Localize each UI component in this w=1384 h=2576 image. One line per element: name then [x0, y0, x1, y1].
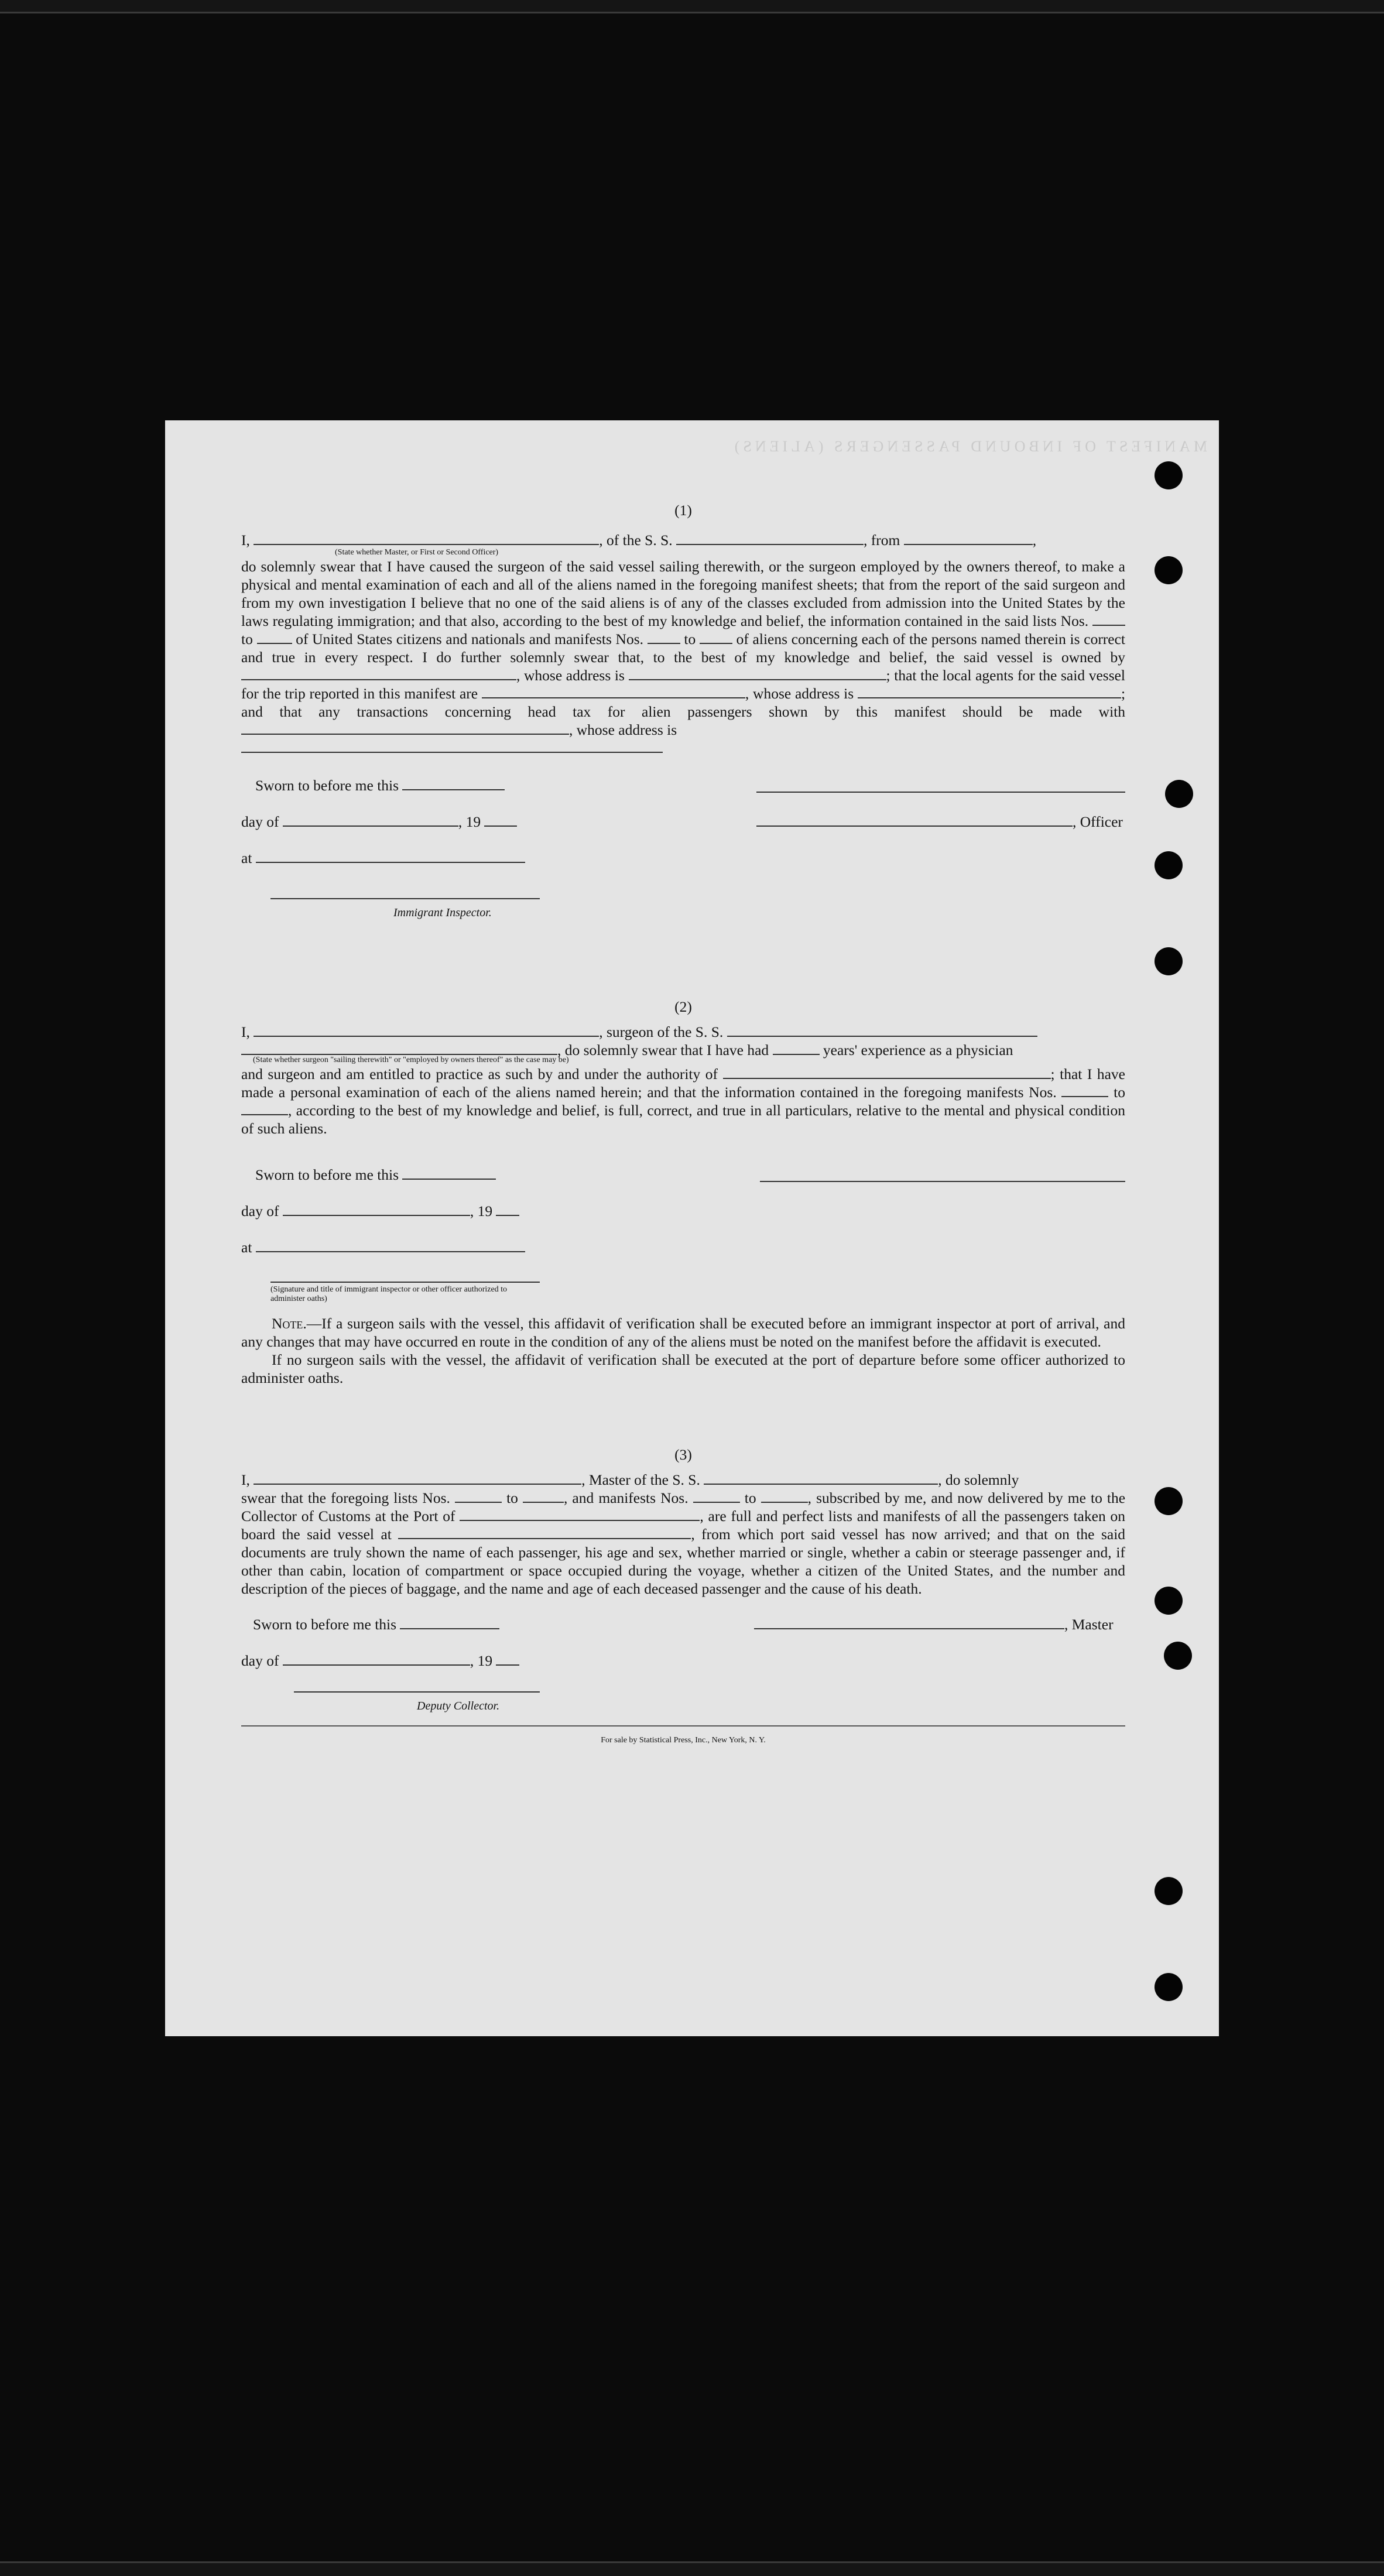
section-3-signatures	[241, 1615, 1125, 1721]
authority-blank	[723, 1066, 1051, 1079]
punch-hole	[1155, 556, 1183, 584]
surgeon-ship-blank	[727, 1024, 1037, 1037]
film-bottom-strip	[0, 2561, 1384, 2576]
section-3-number: (3)	[674, 1446, 692, 1463]
officer-signature-2	[756, 813, 1123, 831]
section-2-signatures	[241, 1166, 1125, 1306]
from-port-blank	[904, 532, 1033, 545]
sworn-3: Sworn to before me this	[253, 1615, 499, 1633]
authorized-signature-line	[270, 1280, 540, 1283]
from-label: , from	[864, 532, 900, 549]
deputy-collector-label: Deputy Collector.	[417, 1700, 500, 1712]
note-paragraph: Note.—If a surgeon sails with the vessel, this affidavit of verification shall be executed before an immigrant inspector at port of arrival, and any changes that may have occurred en route in the condition of any of the aliens must be noted on the manifest before the affidavit is executed.	[241, 1315, 1125, 1350]
surgeon-signature-line	[760, 1180, 1125, 1182]
head-tax-address-blank	[241, 740, 663, 753]
master-name-blank	[253, 1472, 581, 1485]
local-agents-blank	[482, 686, 745, 698]
section-2-second-line: , do solemnly swear that I have had years' experience as a physician	[241, 1041, 1125, 1059]
officer-label: , Officer	[1073, 813, 1123, 830]
manifests-from-blank	[648, 631, 680, 644]
deputy-collector-signature-line	[294, 1690, 540, 1693]
officer-name-blank	[253, 532, 599, 545]
surgeon-status-blank	[241, 1042, 557, 1055]
year-blank	[484, 814, 517, 827]
punch-hole	[1155, 1973, 1183, 2001]
authorized-signature-caption: (Signature and title of immigrant inspector or other officer authorized to administer oaths)	[270, 1285, 508, 1303]
embark-port-blank	[398, 1526, 691, 1539]
oath-pronoun: I,	[241, 532, 250, 549]
officer-caption: (State whether Master, or First or Second Officer)	[335, 548, 499, 557]
head-tax-party-blank	[241, 722, 569, 735]
sworn-2: Sworn to before me this	[255, 1166, 496, 1184]
section-3-body: swear that the foregoing lists Nos. to , and manifests Nos. to , subscribed by me, and now delivered by me to the Collector of Customs at the Port of , are full and perfect lists and manifests of all the passengers taken on board the said vessel at , from which port said vessel has now arrived; and that on the said documents are truly shown the name of each passenger, his age and sex, whether married or single, whether a cabin or steerage passenger and, if other than cabin, location of compartment or space occupied during the voyage, whether a citizen of the United States, and the number and description of the pieces of baggage, and the name and age of each deceased passenger and the cause of his death.	[241, 1489, 1126, 1597]
at-1: at	[241, 849, 525, 867]
surgeon-manifests-from-blank	[1061, 1084, 1108, 1097]
punch-hole	[1155, 1587, 1183, 1615]
punch-hole	[1155, 851, 1183, 879]
section-1-body: do solemnly swear that I have caused the surgeon of the said vessel sailing therewith, or the surgeon employed by the owners thereof, to make a physical and mental examination of each and all of the aliens named in the foregoing manifest sheets; that from the report of the said surgeon and from my own investigation I believe that no one of the said aliens is of any of the classes excluded from admission into the United States by the laws regulating immigration; and that also, according to the best of my knowledge and belief, the information contained in the said lists Nos. to of United States citizens and nationals and manifests Nos. to of aliens concerning each of the persons named therein is correct and true in every respect. I do further solemnly swear that, to the best of my knowledge and belief, the said vessel is owned by , whose address is ; that the local agents for the said vessel for the trip reported in this manifest are , whose address is ; and that any transactions concerning head tax for alien passengers shown by this manifest should be made with , whose address is	[241, 558, 1126, 738]
lists-to-blank	[257, 631, 292, 644]
sworn-date-blank	[402, 777, 505, 790]
ship-name-blank	[676, 532, 864, 545]
lists-from-blank	[1092, 613, 1125, 626]
punch-hole	[1155, 461, 1183, 489]
section-2-first-line: I, , surgeon of the S. S.	[241, 1023, 1125, 1041]
punch-hole	[1155, 947, 1183, 975]
section-3-first-line: I, , Master of the S. S. , do solemnly	[241, 1471, 1019, 1488]
place-blank	[256, 850, 525, 863]
years-blank	[773, 1042, 820, 1055]
affidavits	[241, 501, 1125, 1749]
day-of-3: day of , 19	[241, 1652, 519, 1670]
port-blank	[460, 1508, 700, 1521]
surgeon-manifests-to-blank	[241, 1102, 288, 1115]
note-paragraph-2: If no surgeon sails with the vessel, the affidavit of verification shall be executed at the port of departure before some officer authorized to administer oaths.	[241, 1351, 1125, 1386]
surgeon-name-blank	[253, 1024, 599, 1037]
agents-address-blank	[858, 686, 1121, 698]
inspector-signature-line	[270, 897, 540, 899]
master-ship-blank	[704, 1472, 938, 1485]
month-blank	[283, 814, 458, 827]
section-1-first-line: I, , of the S. S. , from ,	[241, 532, 1037, 549]
punch-hole	[1155, 1487, 1183, 1515]
manifest-page	[165, 420, 1219, 2036]
of-ss-label: , of the S. S.	[599, 532, 673, 549]
section-2-number: (2)	[674, 998, 692, 1015]
section-1-number: (1)	[674, 502, 692, 519]
section-1-signatures	[241, 773, 1125, 931]
printer-footer: For sale by Statistical Press, Inc., New York, N. Y.	[601, 1736, 766, 1745]
officer-signature-line-1	[756, 790, 1125, 793]
owner-blank	[241, 667, 516, 680]
master-signature	[754, 1615, 1114, 1633]
day-of-1: day of , 19	[241, 813, 517, 831]
section-2-body: and surgeon and am entitled to practice as such by and under the authority of ; that I have made a personal examination of each of the aliens named herein; and that the information contained in the foregoing manifests Nos. to , according to the best of my knowledge and belief, is full, correct, and true in all particulars, relative to the mental and physical condition of such aliens.	[241, 1066, 1126, 1137]
day-of-2: day of , 19	[241, 1202, 519, 1220]
punch-hole	[1155, 1877, 1183, 1905]
at-2: at	[241, 1238, 525, 1256]
surgeon-caption: (State whether surgeon "sailing therewith" or "employed by owners thereof" as the case may be)	[253, 1056, 569, 1064]
manifests-to-blank	[700, 631, 732, 644]
film-top-strip	[0, 0, 1384, 13]
punch-hole	[1165, 780, 1193, 808]
master-label: , Master	[1064, 1616, 1114, 1633]
bleed-through-text: MANIFEST OF INBOUND PASSENGERS (ALIENS)	[731, 438, 1207, 455]
sworn-1: Sworn to before me this	[255, 776, 505, 794]
owner-address-blank	[629, 667, 886, 680]
footer-rule	[241, 1725, 1125, 1727]
punch-hole	[1164, 1642, 1192, 1670]
immigrant-inspector-label: Immigrant Inspector.	[393, 906, 492, 919]
